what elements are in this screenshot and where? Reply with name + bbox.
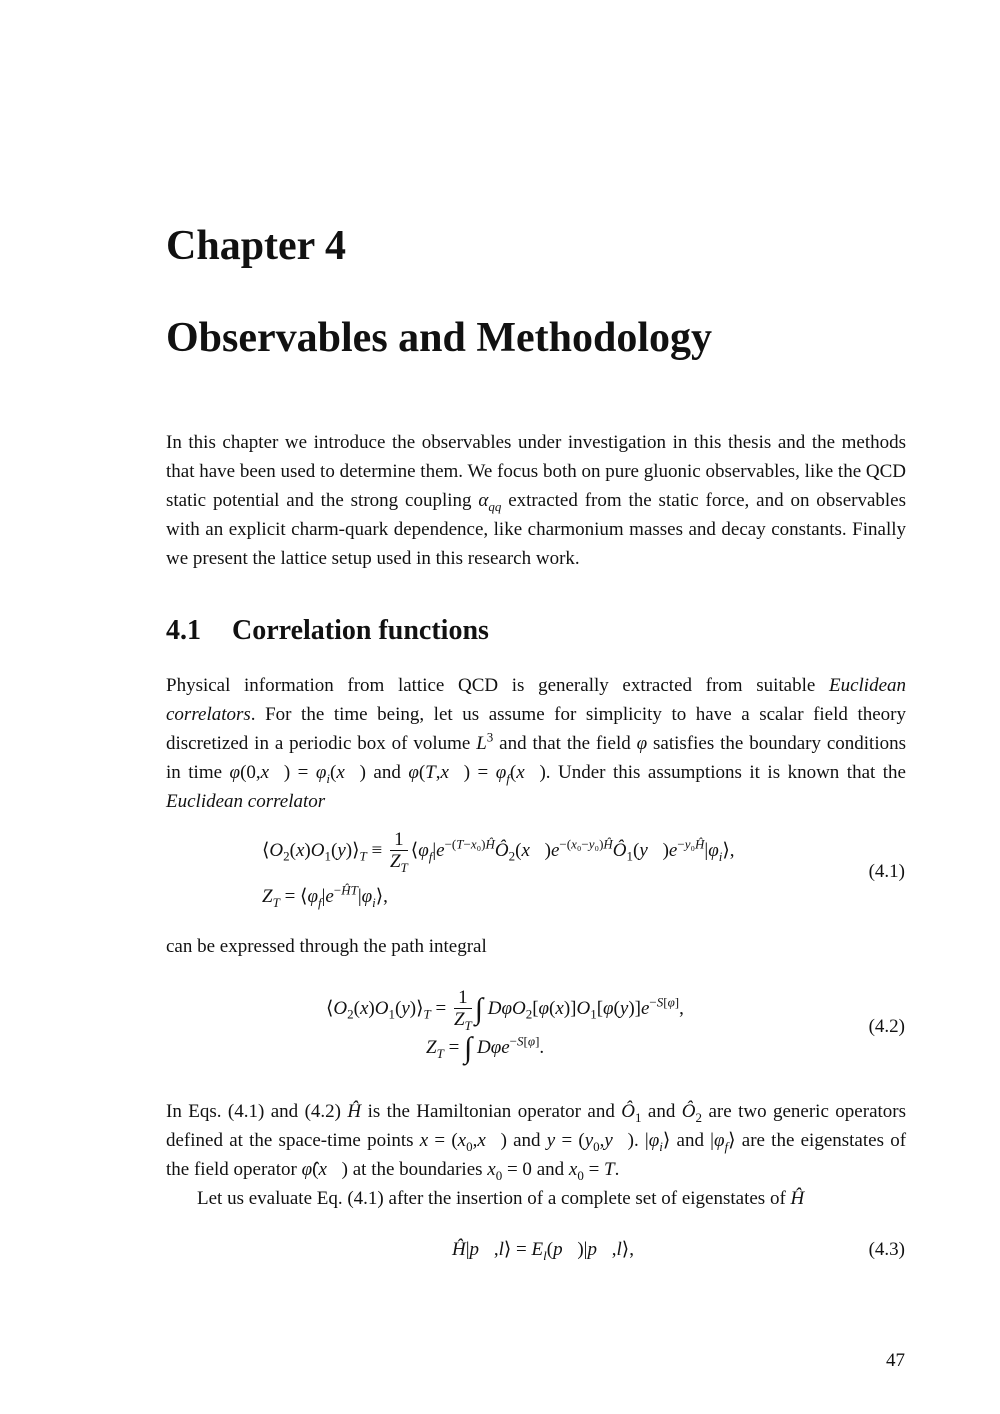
chapter-title: Observables and Methodology xyxy=(166,315,713,361)
equation-number-4-3: (4.3) xyxy=(868,1239,905,1260)
correlators-paragraph: Physical information from lattice QCD is generally extracted from suitable Euclidean correlators. For the time being, let us assume for simplicity to have a scalar field theory discretized in a periodic box of volume $L^3$ and that the field φ satisfies the boundary conditions in time φ(0,x⃗) = $\varphi_i(x⃗)$ and φ(T,x⃗) = $\varphi_f(x⃗)$. Under this assumptions it is known that the Euclidean correlator xyxy=(166,675,906,812)
alpha-symbol: $\alpha_{qq}$ xyxy=(478,490,502,514)
equation-4-3: Ĥ|p⃗,l⟩ = $E_l(p⃗)|p⃗,l⟩$, xyxy=(452,1239,634,1263)
chapter-label: Chapter 4 xyxy=(166,223,347,269)
equation-4-1-line-1: $⟨O_2(x)O_1(y)⟩_T$ ≡ $\frac{1}{Z_T}$ $⟨\varphi_f|e^{-(T-x_0)Ĥ}Ô_2(x⃗)e^{-(x_0-y_0)Ĥ}Ô_1(y⃗)e^{-y_0Ĥ}|\varphi_i⟩$, xyxy=(262,829,735,875)
euclidean-correlators-term: Euclidean correlators xyxy=(166,675,906,725)
eigenstates-paragraph: Let us evaluate Eq. (4.1) after the insertion of a complete set of eigenstates of Ĥ xyxy=(197,1188,805,1209)
equation-4-2-line-1: $⟨O_2(x)O_1(y)⟩_T$ = $\frac{1}{Z_T}$ ∫ $D\varphi O_2[\varphi(x)]O_1[\varphi(y)]e^{-S[\varphi]}$, xyxy=(326,987,684,1033)
equation-number-4-1: (4.1) xyxy=(868,861,905,882)
section-heading xyxy=(166,614,489,648)
section-title: Correlation functions xyxy=(232,615,489,646)
path-integral-sentence: can be expressed through the path integral xyxy=(166,936,487,957)
page-number: 47 xyxy=(886,1350,905,1371)
hamiltonian-paragraph: In Eqs. (4.1) and (4.2) Ĥ is the Hamiltonian operator and $Ô_1$ and $Ô_2$ are two generic operators defined at the space-time points $x = (x_0,x⃗)$ and $y = (y_0,y⃗)$. $|\varphi_i⟩$ and $|\varphi_f⟩$ are the eigenstates of the field operator φ̂(x⃗) at the boundaries $x_0 = 0$ and $x_0 = T$. xyxy=(166,1101,907,1183)
intro-paragraph xyxy=(166,428,906,573)
equation-4-2-line-2: $Z_T$ = ∫ Dφe$^{-S[\varphi]}$. xyxy=(426,1031,545,1065)
section-number: 4.1 xyxy=(166,615,201,646)
intro-text-1: In this chapter we introduce the observables under investigation in this thesis and the methods that have been used to determine them. We focus both on pure gluonic observables, like the QCD static potential and the strong coupling xyxy=(166,432,906,511)
equation-4-1-line-2: $Z_T$ = $⟨\varphi_f|e^{-ĤT}|\varphi_i⟩$, xyxy=(262,882,388,910)
intro-text-2: extracted from the static force, and on observables with an explicit charm-quark dependence, like charmonium masses and decay constants. Finally we present the lattice setup used in this research work. xyxy=(166,490,906,569)
euclidean-correlator-term: Euclidean correlator xyxy=(166,791,326,812)
equation-number-4-2: (4.2) xyxy=(868,1016,905,1037)
